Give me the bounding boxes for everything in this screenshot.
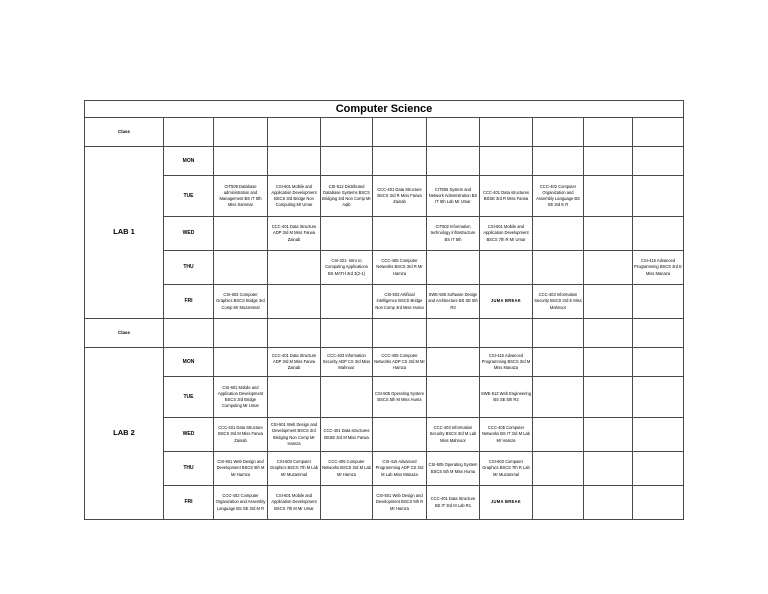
- schedule-cell: CCC-401 Data structures BSSE 3rd M Miss Farwa: [321, 418, 373, 452]
- schedule-cell: SWE-513 Web Engineering BS SE 5th R3: [480, 377, 533, 418]
- juma-break-cell: JUMA BREAK: [480, 486, 533, 520]
- day-row: [85, 486, 684, 520]
- schedule-cell: [268, 285, 321, 319]
- day-label: THU: [164, 452, 214, 486]
- schedule-cell: [373, 147, 427, 176]
- schedule-cell: CCC-401 Data Structure BSCS 3rd R Miss Farwa Zainab: [373, 176, 427, 217]
- schedule-cell: [633, 147, 684, 176]
- schedule-cell: [584, 217, 633, 251]
- day-label: FRI: [164, 486, 214, 520]
- schedule-cell: CSI-603 Computer Graphics BSCS 7th M Lab Mr Muzammal: [268, 452, 321, 486]
- schedule-cell: [373, 217, 427, 251]
- schedule-cell: [633, 486, 684, 520]
- schedule-cell: CSI-505 Operating System BSCS 5th M Miss Huma: [427, 452, 480, 486]
- schedule-cell: [321, 285, 373, 319]
- schedule-cell: [321, 217, 373, 251]
- schedule-cell: [584, 176, 633, 217]
- schedule-cell: CCC-401 Data Structure BSCS 3rd M Miss Farwa Zainab: [214, 418, 268, 452]
- schedule-cell: [533, 251, 584, 285]
- schedule-cell: CCC-403 Information Security BSCS 3rd M Lab Miss Mahnoor: [427, 418, 480, 452]
- schedule-cell: CSI-501 Web Design and Development BSCS 3rd Bridging Non Comp Mr Hamza: [268, 418, 321, 452]
- schedule-cell: [584, 486, 633, 520]
- schedule-cell: [268, 377, 321, 418]
- schedule-cell: [533, 452, 584, 486]
- schedule-cell: CCC-405 Computer Networks ADP CS 3rd M Mr Hamza: [373, 348, 427, 377]
- empty-cell: [373, 118, 427, 147]
- empty-cell: [321, 118, 373, 147]
- schedule-cell: [480, 251, 533, 285]
- empty-cell: [268, 319, 321, 348]
- empty-cell: [373, 319, 427, 348]
- schedule-cell: [214, 251, 268, 285]
- schedule-cell: CSI-512 Distributed Database Systems BSCS Bridging 3rd Non Comp Mr Aqib: [321, 176, 373, 217]
- schedule-cell: [533, 217, 584, 251]
- day-label: TUE: [164, 176, 214, 217]
- schedule-cell: [584, 251, 633, 285]
- schedule-cell: CSI-603 Computer Graphics BSCS Bridge 3rd Comp Mr Muzammal: [214, 285, 268, 319]
- day-row: [85, 418, 684, 452]
- schedule-cell: [214, 217, 268, 251]
- sheet-title: Computer Science: [85, 101, 684, 118]
- schedule-cell: [533, 418, 584, 452]
- schedule-cell: CCC-403 Information Security BSCS 3rd E Miss Mahnoor: [533, 285, 584, 319]
- day-label: MON: [164, 147, 214, 176]
- schedule-cell: [633, 377, 684, 418]
- schedule-cell: [584, 147, 633, 176]
- schedule-cell: [584, 377, 633, 418]
- schedule-cell: [533, 486, 584, 520]
- title-row: [85, 101, 684, 118]
- day-label: THU: [164, 251, 214, 285]
- empty-cell: [427, 319, 480, 348]
- empty-cell: [633, 319, 684, 348]
- empty-cell: [214, 319, 268, 348]
- schedule-cell: CCC-403 Information Security ADP CS 3rd Miss Mahnoor: [321, 348, 373, 377]
- schedule-cell: CCC-401 Data Structure BS IT 3rd M Lab R1: [427, 486, 480, 520]
- day-label: TUE: [164, 377, 214, 418]
- empty-cell: [584, 319, 633, 348]
- day-row: [85, 285, 684, 319]
- schedule-cell: [480, 147, 533, 176]
- schedule-cell: CSI-505 Operating System BSCS 5th M Miss Huma: [373, 377, 427, 418]
- class-label: Class: [85, 319, 164, 348]
- empty-cell: [268, 118, 321, 147]
- empty-cell: [533, 319, 584, 348]
- lab-name: LAB 1: [85, 147, 164, 319]
- schedule-cell: [214, 348, 268, 377]
- schedule-cell: CCC-405 Computer Networks BSCS 3rd R Mr Hamza: [373, 251, 427, 285]
- day-label: WED: [164, 217, 214, 251]
- day-row: [85, 251, 684, 285]
- day-row: [85, 348, 684, 377]
- day-row: [85, 217, 684, 251]
- schedule-cell: CCC-405 Computer Networks BS IT 3rd M Lab Mr Hamza: [480, 418, 533, 452]
- schedule-cell: [633, 285, 684, 319]
- schedule-cell: CIT505 System and Network Administration BS IT 5th Lab Mr Umar: [427, 176, 480, 217]
- schedule-cell: [427, 377, 480, 418]
- day-label: WED: [164, 418, 214, 452]
- schedule-cell: [533, 147, 584, 176]
- schedule-cell: CSI-415 Advanced Programming BSCS 3rd E Miss Manaza: [633, 251, 684, 285]
- schedule-cell: CSI-501 Web Design and Development BSCS 5th R Mr Hamza: [373, 486, 427, 520]
- schedule-cell: [427, 251, 480, 285]
- empty-cell: [584, 118, 633, 147]
- day-row: [85, 176, 684, 217]
- day-row: [85, 452, 684, 486]
- schedule-cell: [268, 251, 321, 285]
- schedule-cell: CSI-601 Mobile and Application Development BSCS 3rd Bridge Computing Mr Umar: [214, 377, 268, 418]
- lab-name: LAB 2: [85, 348, 164, 520]
- schedule-cell: [633, 217, 684, 251]
- empty-cell: [164, 118, 214, 147]
- empty-cell: [164, 319, 214, 348]
- schedule-cell: [214, 147, 268, 176]
- schedule-cell: CSI-601 Mobile and Application Development BSCS 7th M Mr Umar: [268, 486, 321, 520]
- empty-cell: [427, 118, 480, 147]
- schedule-cell: [633, 176, 684, 217]
- schedule-cell: CSI-503 Artificial intelligence BSCS Bridge Non Comp 3rd Miss Huma: [373, 285, 427, 319]
- day-row: [85, 377, 684, 418]
- schedule-cell: SWE-505 Software Design and Architecture BS SE 5th R3: [427, 285, 480, 319]
- schedule-cell: [321, 147, 373, 176]
- schedule-cell: CCC-402 Computer Organization and Assembly Language BS SE 3rd E R: [533, 176, 584, 217]
- timetable: [84, 100, 684, 520]
- schedule-cell: [321, 486, 373, 520]
- empty-cell: [533, 118, 584, 147]
- schedule-cell: [427, 348, 480, 377]
- schedule-cell: CSI-603 Computer Graphics BSCS 7th R Lab Mr Muzammal: [480, 452, 533, 486]
- schedule-cell: [584, 418, 633, 452]
- day-label: MON: [164, 348, 214, 377]
- schedule-cell: CCC-405 Computer Networks BSCS 3rd M Lab Mr Hamza: [321, 452, 373, 486]
- schedule-cell: [584, 452, 633, 486]
- schedule-cell: [533, 377, 584, 418]
- class-header-row: [85, 319, 684, 348]
- schedule-cell: [533, 348, 584, 377]
- empty-cell: [214, 118, 268, 147]
- schedule-cell: CCC-401 Data structures BSSE 3rd R Miss Farwa: [480, 176, 533, 217]
- schedule-cell: CSI-415 Advanced Programming BSCS 3rd M Miss Manaza: [480, 348, 533, 377]
- day-label: FRI: [164, 285, 214, 319]
- day-row: [85, 147, 684, 176]
- empty-cell: [633, 118, 684, 147]
- schedule-cell: [373, 418, 427, 452]
- class-header-row: [85, 118, 684, 147]
- schedule-cell: [633, 418, 684, 452]
- empty-cell: [480, 319, 533, 348]
- schedule-cell: CSI-601 Mobile and Application Development BSCS 3rd Bridge Non Computing Mr Umar: [268, 176, 321, 217]
- juma-break-cell: JUMA BREAK: [480, 285, 533, 319]
- schedule-cell: [633, 452, 684, 486]
- schedule-cell: CCC-402 Computer Organization and Assembly Language BS SE 3rd M R: [214, 486, 268, 520]
- schedule-cell: [268, 147, 321, 176]
- schedule-cell: [584, 285, 633, 319]
- schedule-cell: CSI-501 Web Design and Development BSCS 5th M Mr Hamza: [214, 452, 268, 486]
- schedule-cell: [427, 147, 480, 176]
- schedule-cell: CSI-415 Advanced Programming ADP CS 3rd M Lab Miss Manaza: [373, 452, 427, 486]
- schedule-cell: CCC-401 Data Structure ADP 3rd M Miss Farwa Zainab: [268, 217, 321, 251]
- schedule-cell: CIT509 Database administration and Management BS IT 5th Miss Sammar: [214, 176, 268, 217]
- class-label: Class: [85, 118, 164, 147]
- schedule-cell: CSI-321- Intro to Computing Applications BS MATH 3rd 3(2-1): [321, 251, 373, 285]
- schedule-cell: CIT502 Information technology infrastructure BS IT 5th: [427, 217, 480, 251]
- schedule-cell: [633, 348, 684, 377]
- empty-cell: [480, 118, 533, 147]
- schedule-cell: CCC-401 Data Structure ADP 3rd M Miss Farwa Zainab: [268, 348, 321, 377]
- schedule-cell: [584, 348, 633, 377]
- schedule-cell: [321, 377, 373, 418]
- schedule-cell: CSI-601 Mobile and Application Development BSCS 7th R Mr Umar: [480, 217, 533, 251]
- empty-cell: [321, 319, 373, 348]
